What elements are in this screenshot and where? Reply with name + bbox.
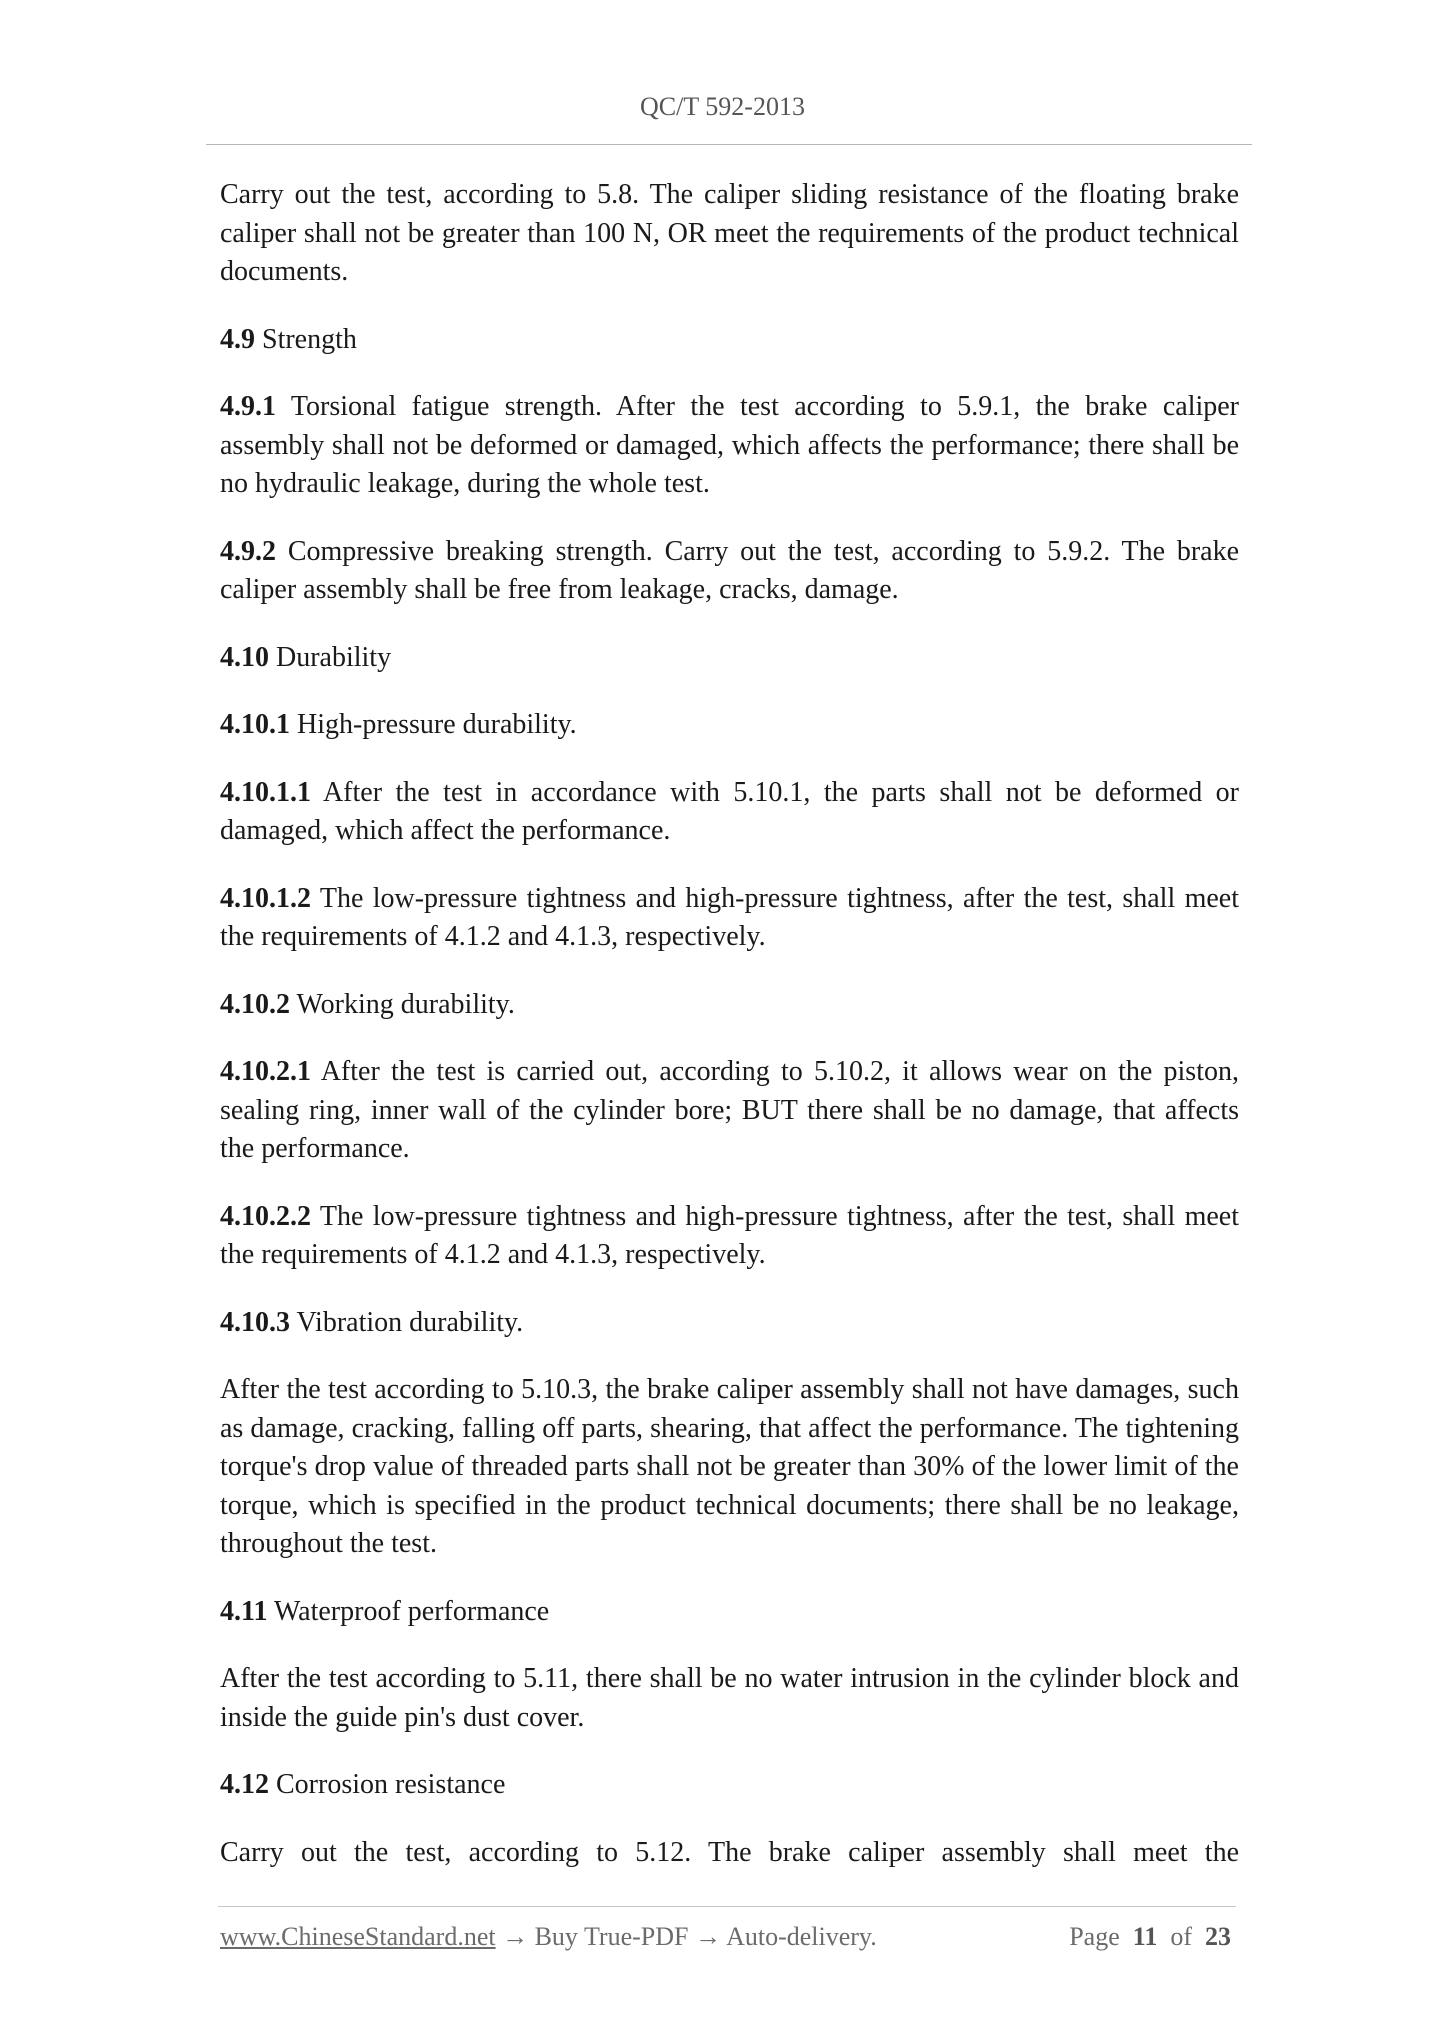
section-heading-4-9 <box>220 321 1239 360</box>
clause-text: Working durability. <box>296 988 515 1020</box>
clause-4-10-2 <box>220 986 1239 1025</box>
clause-4-10-1-1 <box>220 774 1239 851</box>
section-number: 4.10 <box>220 641 269 673</box>
header-divider <box>206 144 1252 145</box>
page-label: Page <box>1069 1922 1120 1951</box>
section-heading-4-10 <box>220 639 1239 678</box>
clause-number: 4.10.2 <box>220 988 290 1020</box>
clause-number: 4.10.1.2 <box>220 882 311 914</box>
section-title: Corrosion resistance <box>276 1769 506 1800</box>
section-number: 4.9 <box>220 323 255 355</box>
clause-number: 4.9.1 <box>220 391 276 422</box>
paragraph-text: Carry out the test, according to 5.8. The caliper sliding resistance of the floating brake caliper shall not be greater than 100 N, OR meet the requirements of the product technical documents. <box>220 179 1239 287</box>
footer-divider <box>218 1906 1236 1907</box>
buy-true-pdf-text: Buy True-PDF <box>534 1922 689 1951</box>
clause-number: 4.10.2.1 <box>220 1056 311 1087</box>
section-heading-4-11 <box>220 1593 1239 1632</box>
clause-text: After the test in accordance with 5.10.1, the parts shall not be deformed or damaged, which affect the performance. <box>220 776 1239 846</box>
footer-left <box>220 1922 877 1952</box>
paragraph-text: After the test according to 5.11, there shall be no water intrusion in the cylinder block and inside the guide pin's dust cover. <box>220 1663 1239 1733</box>
clause-4-10-3 <box>220 1304 1239 1343</box>
clause-number: 4.10.1.1 <box>220 776 311 808</box>
section-title: Durability <box>276 641 392 673</box>
clause-text: After the test is carried out, according to 5.10.2, it allows wear on the piston, sealing ring, inner wall of the cylinder bore; BUT there shall be no damage, that affects the performance. <box>220 1056 1239 1164</box>
paragraph-text: After the test according to 5.10.3, the brake caliper assembly shall not have damages, such as damage, cracking, falling off parts, shearing, that affect the performance. The tightening torque's drop value of threaded parts shall not be greater than 30% of the lower limit of the torque, which is specified in the product technical documents; there shall be no leakage, throughout the test. <box>220 1374 1239 1559</box>
paragraph-text: Carry out the test, according to 5.12. The brake caliper assembly shall meet the <box>220 1836 1239 1868</box>
clause-text: High-pressure durability. <box>297 709 577 740</box>
clause-text: Vibration durability. <box>296 1306 524 1338</box>
clause-4-9-2 <box>220 533 1239 610</box>
section-title: Strength <box>262 323 357 355</box>
document-body <box>220 176 1239 1901</box>
page-indicator <box>1069 1922 1231 1952</box>
clause-number: 4.10.1 <box>220 709 290 740</box>
section-title: Waterproof performance <box>273 1595 550 1627</box>
clause-text: Torsional fatigue strength. After the test according to 5.9.1, the brake caliper assembly shall not be deformed or damaged, which affects the performance; there shall be no hydraulic leakage, during the whole test. <box>220 391 1240 499</box>
arrow-right-icon: → <box>502 1922 529 1951</box>
page-total: 23 <box>1205 1922 1231 1951</box>
clause-4-10-2-2 <box>220 1198 1239 1275</box>
clause-4-10-2-1 <box>220 1053 1239 1169</box>
page-header-title: QC/T 592-2013 <box>640 92 805 121</box>
paragraph-corrosion-requirements <box>220 1834 1239 1873</box>
clause-text: The low-pressure tightness and high-pressure tightness, after the test, shall meet the requirements of 4.1.2 and 4.1.3, respectively. <box>220 882 1239 952</box>
website-link[interactable]: www.ChineseStandard.net <box>220 1922 496 1951</box>
paragraph-waterproof-requirements <box>220 1660 1239 1737</box>
page-current: 11 <box>1132 1922 1158 1951</box>
paragraph-vibration-requirements <box>220 1371 1239 1564</box>
paragraph-sliding-resistance <box>220 176 1239 292</box>
section-number: 4.12 <box>220 1769 269 1800</box>
section-number: 4.11 <box>220 1595 268 1627</box>
clause-4-9-1 <box>220 388 1239 504</box>
clause-number: 4.9.2 <box>220 535 276 567</box>
clause-text: The low-pressure tightness and high-pressure tightness, after the test, shall meet the requirements of 4.1.2 and 4.1.3, respectively. <box>220 1200 1239 1270</box>
page-of-label: of <box>1170 1922 1192 1951</box>
clause-number: 4.10.2.2 <box>220 1200 311 1232</box>
auto-delivery-text: Auto-delivery. <box>726 1922 877 1951</box>
arrow-right-icon: → <box>695 1922 721 1951</box>
clause-4-10-1 <box>220 706 1239 745</box>
clause-number: 4.10.3 <box>220 1306 290 1338</box>
clause-text: Compressive breaking strength. Carry out the test, according to 5.9.2. The brake caliper assembly shall be free from leakage, cracks, damage. <box>220 535 1240 605</box>
clause-4-10-1-2 <box>220 880 1239 957</box>
section-heading-4-12 <box>220 1766 1239 1805</box>
